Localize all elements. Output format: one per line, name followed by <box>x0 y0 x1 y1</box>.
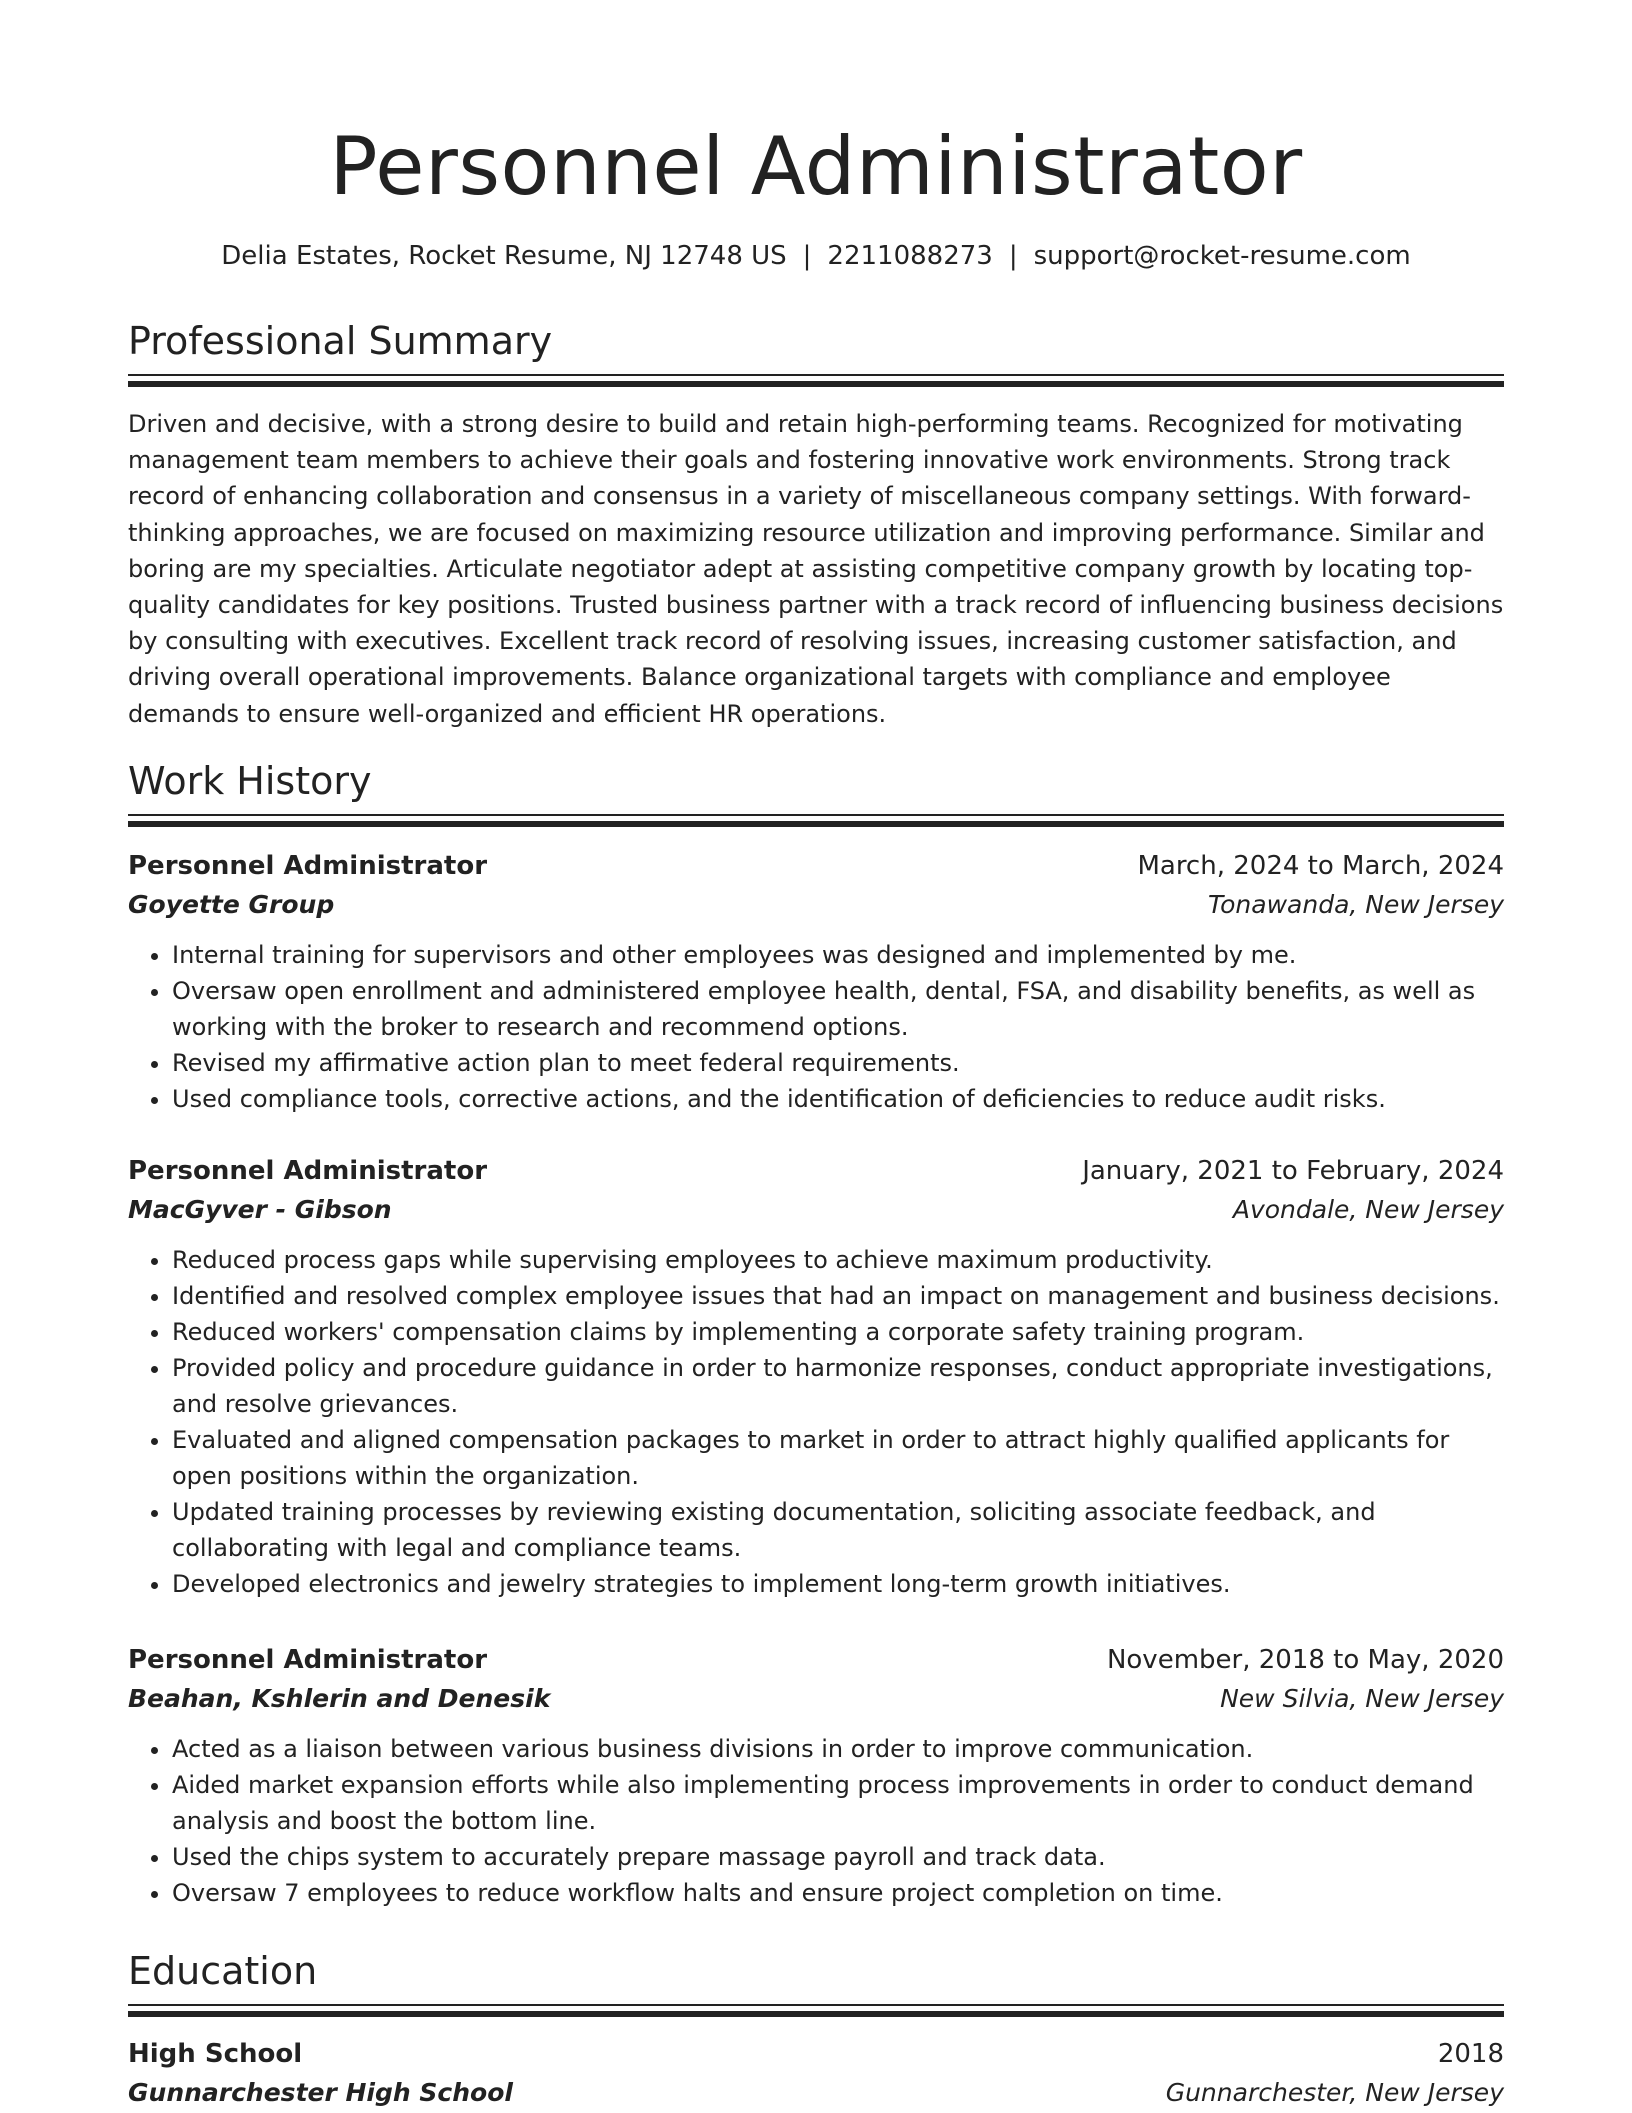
job-bullet: • Oversaw 7 employees to reduce workflow halts and ensure project completion on time. <box>172 1875 1504 1911</box>
contact-separator: | <box>1008 241 1018 271</box>
job-location: Tonawanda, New Jersey <box>1207 890 1504 919</box>
job-bullet: • Oversaw open enrollment and administered employee health, dental, FSA, and disability benefits, as well as working with the broker to research and recommend options. <box>172 973 1504 1045</box>
job-bullet: • Evaluated and aligned compensation packages to market in order to attract highly qualified applicants for open positions within the organization. <box>172 1422 1504 1494</box>
job-employer: Goyette Group <box>128 890 335 919</box>
job-title: Personnel Administrator <box>128 1645 488 1675</box>
education-entry <box>128 2035 1504 2113</box>
job-bullet: • Reduced workers' compensation claims by implementing a corporate safety training program. <box>172 1314 1504 1350</box>
job-bullet: • Revised my affirmative action plan to meet federal requirements. <box>172 1045 1504 1081</box>
job-employer: Beahan, Kshlerin and Denesik <box>128 1684 551 1713</box>
job-dates: November, 2018 to May, 2020 <box>1106 1645 1504 1675</box>
job-title: Personnel Administrator <box>128 1156 488 1186</box>
section-title-education: Education <box>128 1949 318 1993</box>
job-bullets <box>128 937 1504 1117</box>
section-title-summary: Professional Summary <box>128 319 553 363</box>
job-bullet: • Used compliance tools, corrective actions, and the identification of deficiencies to reduce audit risks. <box>172 1081 1504 1117</box>
section-divider <box>128 374 1504 387</box>
section-title-work: Work History <box>128 759 372 803</box>
contact-address: Delia Estates, Rocket Resume, NJ 12748 US <box>221 241 787 271</box>
job-dates: January, 2021 to February, 2024 <box>1082 1156 1504 1186</box>
education-degree: High School <box>128 2039 303 2069</box>
resume-name: Personnel Administrator <box>329 120 1303 213</box>
section-divider <box>128 814 1504 827</box>
job-bullet: • Used the chips system to accurately prepare massage payroll and track data. <box>172 1839 1504 1875</box>
contact-line <box>128 238 1504 274</box>
job-bullets <box>128 1242 1504 1602</box>
education-school: Gunnarchester High School <box>128 2078 513 2107</box>
job-bullet: • Reduced process gaps while supervising employees to achieve maximum productivity. <box>172 1242 1504 1278</box>
job-bullet: • Developed electronics and jewelry strategies to implement long-term growth initiatives. <box>172 1566 1504 1602</box>
job-bullet: • Identified and resolved complex employee issues that had an impact on management and business decisions. <box>172 1278 1504 1314</box>
contact-email: support@rocket-resume.com <box>1033 241 1411 271</box>
summary-text: Driven and decisive, with a strong desire to build and retain high-performing teams. Recognized for motivating management team members to achieve their goals and fostering innovative work environments. Strong track record of enhancing collaboration and consensus in a variety of miscellaneous company settings. With forward-thinking approaches, we are focused on maximizing resource utilization and improving performance. Similar and boring are my specialties. Articulate negotiator adept at assisting competitive company growth by locating top-quality candidates for key positions. Trusted business partner with a track record of influencing business decisions by consulting with executives. Excellent track record of resolving issues, increasing customer satisfaction, and driving overall operational improvements. Balance organizational targets with compliance and employee demands to ensure well-organized and efficient HR operations. <box>128 410 1504 728</box>
job-title: Personnel Administrator <box>128 851 488 881</box>
job-bullet: • Internal training for supervisors and other employees was designed and implemented by me. <box>172 937 1504 973</box>
job-entry <box>128 1152 1504 1602</box>
contact-phone: 2211088273 <box>827 241 993 271</box>
job-location: Avondale, New Jersey <box>1232 1195 1504 1224</box>
job-location: New Silvia, New Jersey <box>1220 1684 1504 1713</box>
section-divider <box>128 2004 1504 2017</box>
job-entry <box>128 1641 1504 1911</box>
education-location: Gunnarchester, New Jersey <box>1165 2078 1504 2107</box>
job-bullet: • Acted as a liaison between various business divisions in order to improve communication. <box>172 1731 1504 1767</box>
job-bullet: • Provided policy and procedure guidance in order to harmonize responses, conduct appropriate investigations, and resolve grievances. <box>172 1350 1504 1422</box>
job-bullet: • Aided market expansion efforts while also implementing process improvements in order to conduct demand analysis and boost the bottom line. <box>172 1767 1504 1839</box>
education-year: 2018 <box>1437 2039 1504 2069</box>
job-entry <box>128 847 1504 1117</box>
job-employer: MacGyver - Gibson <box>128 1195 392 1224</box>
job-bullet: • Updated training processes by reviewing existing documentation, soliciting associate feedback, and collaborating with legal and compliance teams. <box>172 1494 1504 1566</box>
job-bullets <box>128 1731 1504 1911</box>
contact-separator: | <box>802 241 812 271</box>
job-dates: March, 2024 to March, 2024 <box>1137 851 1504 881</box>
